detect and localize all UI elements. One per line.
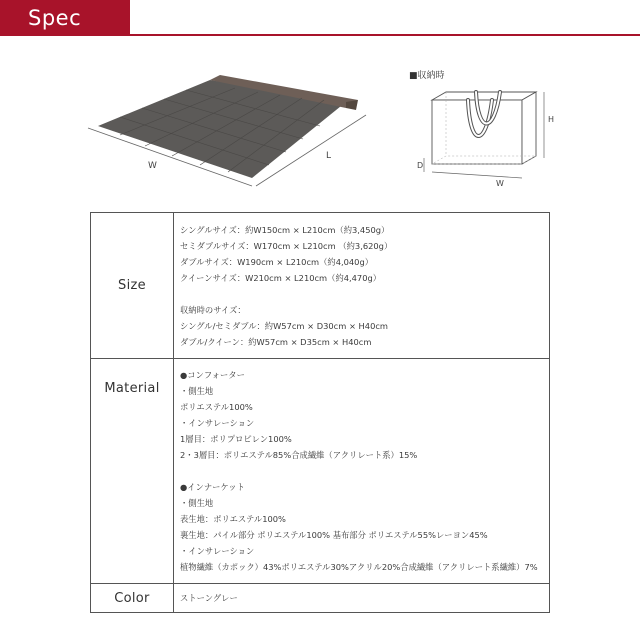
- material-row: [91, 359, 550, 584]
- material-line: ・側生地: [180, 386, 214, 396]
- material-line: 2・3層目：ポリエステル85%合成繊維（アクリレート系）15%: [180, 450, 418, 460]
- l-label: L: [326, 151, 332, 161]
- storage-title: ■収納時: [409, 71, 445, 81]
- material-line: ・インサレーション: [180, 418, 255, 428]
- material-line: 1層目：ポリプロピレン100%: [180, 434, 292, 444]
- color-details: [174, 584, 550, 613]
- material-line: ・インサレーション: [180, 546, 255, 556]
- size-line: ダブルサイズ：W190cm × L210cm（約4,040g）: [180, 256, 374, 267]
- size-row: [91, 213, 550, 359]
- material-line: 植物繊維（カポック）43%ポリエステル30%アクリル20%合成繊維（アクリレート系繊維）7%: [180, 562, 538, 572]
- storage-bag-illustration: [410, 78, 570, 188]
- material-line: 表生地：ポリエステル100%: [180, 514, 286, 524]
- material-line: 裏生地：パイル部分 ポリエステル100% 基布部分 ポリエステル55%レーヨン45%: [180, 530, 488, 540]
- size-line: 収納時のサイズ：: [180, 304, 246, 315]
- w-label: W: [148, 161, 157, 171]
- spacer: [180, 463, 545, 479]
- material-line: ●インナーケット: [180, 482, 245, 492]
- spec-title: Spec: [0, 0, 130, 36]
- bag-side: [522, 92, 536, 164]
- color-row: [91, 584, 550, 613]
- size-header: Size: [91, 213, 174, 359]
- bag-w-dimension-line: [432, 172, 522, 178]
- material-header: Material: [91, 359, 174, 584]
- bag-w-label: W: [496, 179, 504, 188]
- spacer: [180, 286, 545, 302]
- d-label: D: [417, 161, 424, 170]
- size-line: セミダブルサイズ：W170cm × L210cm （約3,620g）: [180, 240, 393, 251]
- spec-table: [90, 212, 550, 613]
- size-line: クイーンサイズ：W210cm × L210cm（約4,470g）: [180, 272, 382, 283]
- size-line: シングルサイズ：約W150cm × L210cm（約3,450g）: [180, 224, 390, 235]
- material-line: ●コンフォーター: [180, 370, 245, 380]
- header-rule: [130, 34, 640, 36]
- material-details: [174, 359, 550, 584]
- size-line: シングル/セミダブル：約W57cm × D30cm × H40cm: [180, 320, 388, 331]
- color-header: Color: [91, 584, 174, 613]
- color-value: ストーングレー: [180, 593, 238, 603]
- material-line: ポリエステル100%: [180, 402, 253, 412]
- material-line: ・側生地: [180, 498, 214, 508]
- size-line: ダブル/クイーン：約W57cm × D35cm × H40cm: [180, 336, 372, 347]
- size-details: [174, 213, 550, 359]
- h-label: H: [548, 115, 555, 124]
- comforter-illustration: [80, 60, 380, 190]
